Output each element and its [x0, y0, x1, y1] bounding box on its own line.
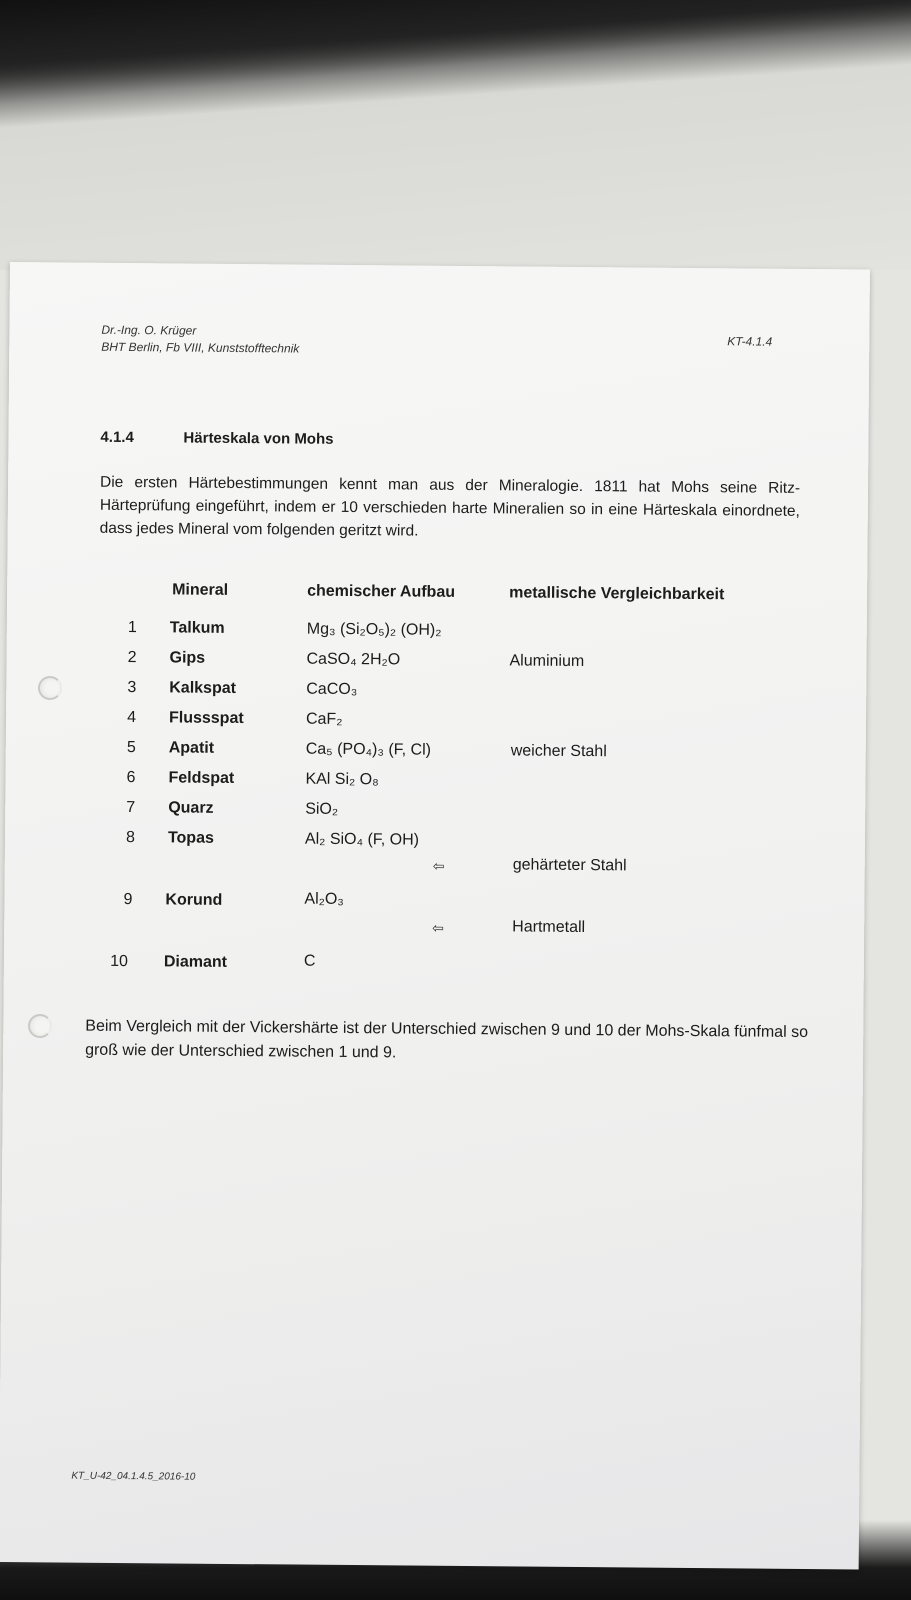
- row-number: 5: [126, 739, 136, 757]
- mineral-name: Quarz: [168, 799, 214, 817]
- metal-comparison-between: Hartmetall: [512, 918, 586, 937]
- left-arrow-icon: ⇦: [432, 857, 445, 874]
- metal-comparison: weicher Stahl: [510, 742, 607, 761]
- mineral-formula: CaF₂: [305, 710, 343, 728]
- row-number: 2: [127, 649, 137, 667]
- mineral-name: Apatit: [168, 739, 215, 757]
- section-number: 4.1.4: [100, 428, 134, 447]
- row-number: 1: [127, 619, 137, 637]
- column-header-comparison: metallische Vergleichbarkeit: [509, 584, 725, 604]
- column-header-formula: chemischer Aufbau: [307, 582, 456, 601]
- row-number: 4: [127, 709, 137, 727]
- column-header-mineral: Mineral: [172, 581, 229, 599]
- footer-code: KT_U-42_04.1.4.5_2016-10: [71, 1470, 196, 1483]
- mineral-formula: C: [303, 952, 316, 970]
- row-number: 8: [126, 829, 136, 847]
- dark-object-top: [0, 0, 911, 150]
- header-code: KT-4.1.4: [727, 334, 773, 349]
- mineral-formula: Ca₅ (PO₄)₃ (F, Cl): [305, 740, 432, 759]
- mineral-formula: Al₂O₃: [304, 890, 344, 908]
- section-title: Härteskala von Mohs: [183, 429, 334, 448]
- mineral-name: Topas: [167, 829, 214, 847]
- row-number: 9: [123, 891, 133, 909]
- row-number: 7: [126, 799, 136, 817]
- punch-hole-upper: [38, 676, 62, 700]
- mineral-formula: CaSO₄ 2H₂O: [306, 650, 401, 669]
- header-author: Dr.-Ing. O. Krüger: [101, 322, 197, 338]
- punch-hole-lower: [28, 1014, 52, 1038]
- left-arrow-icon: ⇦: [432, 919, 445, 936]
- header-institution: BHT Berlin, Fb VIII, Kunststofftechnik: [101, 339, 300, 356]
- row-number: 10: [110, 952, 128, 971]
- mineral-name: Flussspat: [168, 709, 244, 728]
- document-page: [0, 262, 870, 1569]
- mineral-formula: KAl Si₂ O₈: [305, 770, 379, 789]
- mineral-name: Gips: [169, 649, 206, 667]
- mineral-name: Korund: [165, 891, 223, 909]
- mineral-name: Kalkspat: [169, 679, 237, 697]
- mineral-name: Feldspat: [168, 769, 235, 787]
- mineral-name: Diamant: [163, 953, 228, 971]
- mineral-formula: Al₂ SiO₄ (F, OH): [304, 830, 420, 849]
- metal-comparison: Aluminium: [509, 652, 585, 671]
- intro-paragraph: Die ersten Härtebestimmungen kennt man aus der Mineralogie. 1811 hat Mohs seine Ritz-Härteprüfung eingeführt, indem er 10 verschieden harte Mineralien so in eine Härteskala einordnete, dass jedes Mineral vom folgenden geritzt wird.: [99, 473, 801, 540]
- mineral-formula: CaCO₃: [306, 680, 358, 699]
- row-number: 3: [127, 679, 137, 697]
- row-number: 6: [126, 769, 136, 787]
- metal-comparison-between: gehärteter Stahl: [512, 856, 627, 875]
- mineral-formula: Mg₃ (Si₂O₅)₂ (OH)₂: [306, 620, 442, 639]
- mineral-formula: SiO₂: [305, 800, 339, 818]
- mineral-name: Talkum: [169, 619, 225, 637]
- conclusion-paragraph: Beim Vergleich mit der Vickershärte ist der Unterschied zwischen 9 und 10 der Mohs-Skala fünfmal so groß wie der Unterschied zwischen 1 und 9.: [85, 1017, 809, 1062]
